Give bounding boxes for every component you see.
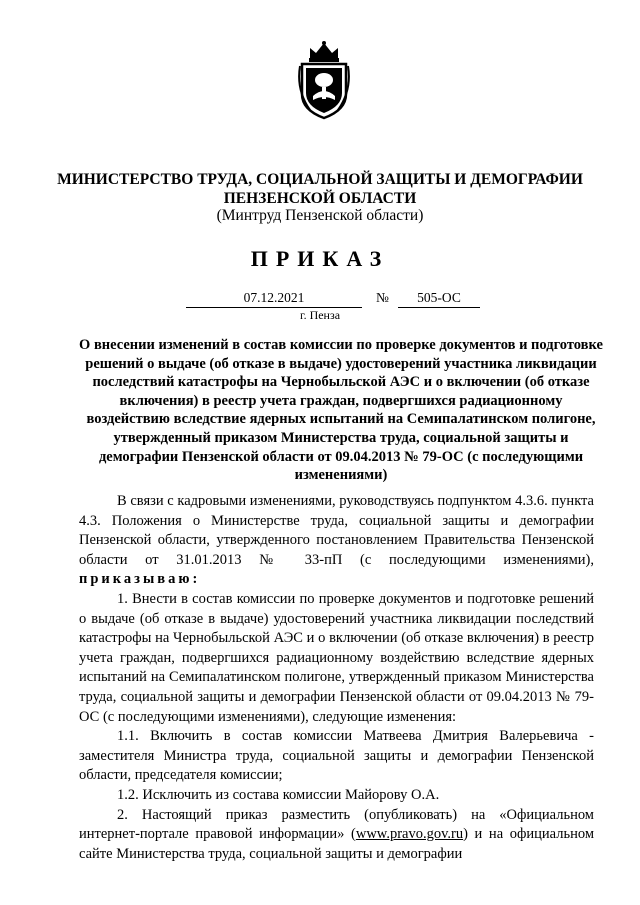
order-number-sign: № [376,290,389,305]
item-1-1-paragraph: 1.1. Включить в состав комиссии Матвеева Дмитрия Валерьевича - заместителя Министра труда, социальной защиты и демографии Пензенской области, председателя комиссии; [79,728,594,784]
intro-paragraph [79,492,594,590]
order-subject: О внесении изменений в состав комиссии по проверке документов и подготовке решений о выдаче (об отказе в выдаче) удостоверений участника ликвидации последствий катастрофы на Чернобыльской АЭС и о включении (об отказе включения) в реестр учета граждан, подвергшихся радиационному воздействию вследствие ядерных испытаний на Семипалатинском полигоне, утвержденный приказом Министерства труда, социальной защиты и демографии Пензенской области от 09.04.2013 № 79-ОС (с последующими изменениями) [79,337,603,484]
order-city: г. Пенза [300,308,341,322]
order-word: приказываю: [79,571,201,588]
item-2-text-end: ) и на официальном сайте Министерства труда, социальной защиты и демографии [79,826,594,862]
ministry-short-name: (Минтруд Пензенской области) [216,207,424,224]
order-date: 07.12.2021 [186,290,362,308]
intro-text: В связи с кадровыми изменениями, руководствуясь подпунктом 4.3.6. пункта 4.3. Положения о Министерстве труда, социальной защиты и демографии Пензенской области, утвержденного постановлением Правительства Пензенской области от 31.01.2013 № 33-пП (с последующими изменениями), [79,493,594,568]
ministry-name [40,170,600,208]
item-1-2-paragraph: 1.2. Исключить из состава комиссии Майорову О.А. [117,786,440,803]
penza-region-coat-of-arms-icon [296,40,352,120]
order-body [79,492,594,864]
item-2-text-start: 2. Настоящий приказ разместить (опубликовать) на «Официальном интернет-портале правовой информации» ( [79,806,594,843]
pravo-gov-link[interactable]: www.pravo.gov.ru [355,826,464,843]
order-number: 505-ОС [398,290,480,308]
item-2-paragraph [79,806,594,865]
document-type-title: ПРИКАЗ [250,246,390,271]
ministry-name-line2: ПЕНЗЕНСКОЙ ОБЛАСТИ [223,190,417,207]
item-1-paragraph: 1. Внести в состав комиссии по проверке документов и подготовке решений о выдаче (об отказе в выдаче) удостоверений участника ликвидации последствий катастрофы на Чернобыльской АЭС и о включении (об отказе включения) в реестр учета граждан, подвергшихся радиационному воздействию вследствие ядерных испытаний на Семипалатинском полигоне, утвержденный приказом Министерства труда, социальной защиты и демографии Пензенской области от 09.04.2013 № 79-ОС (с последующими изменениями), следующие изменения: [79,590,594,725]
ministry-name-line1: МИНИСТЕРСТВО ТРУДА, СОЦИАЛЬНОЙ ЗАЩИТЫ И ДЕМОГРАФИИ [57,171,583,188]
